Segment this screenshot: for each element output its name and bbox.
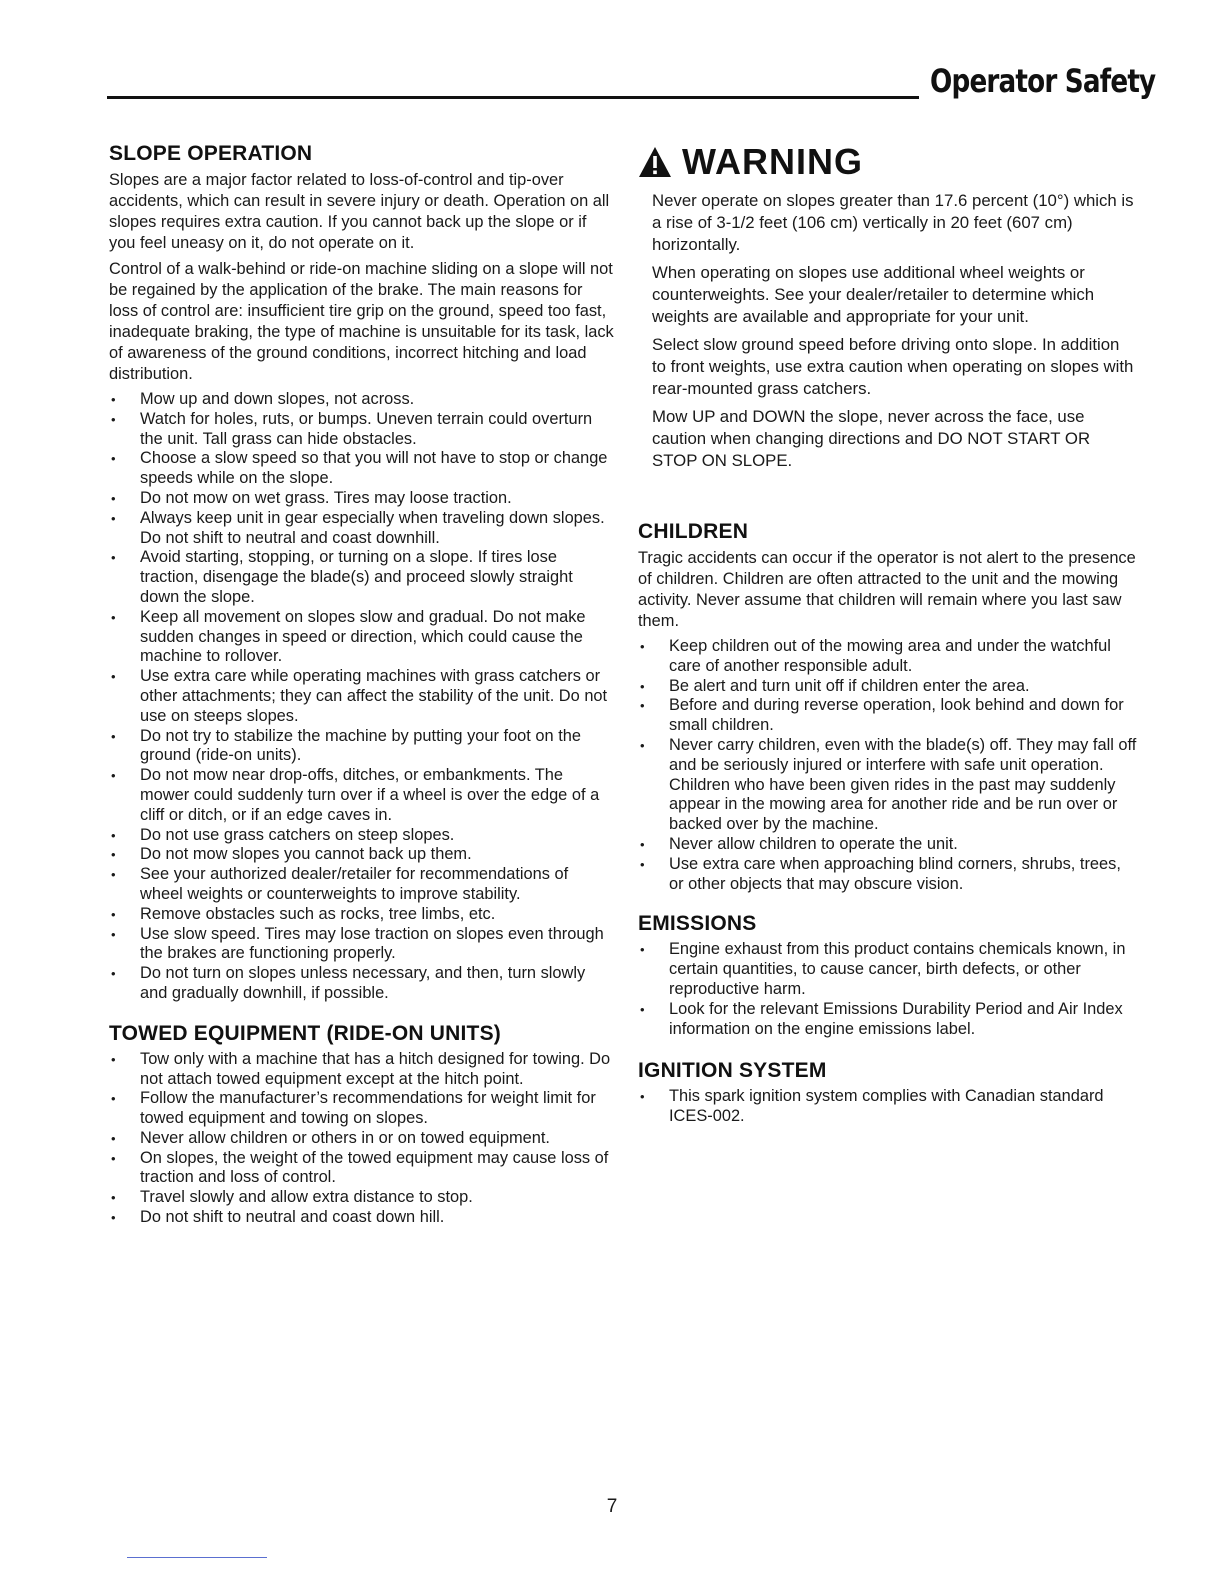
list-item: • Keep children out of the mowing area and under the watchful care of another responsible adult. bbox=[638, 637, 1138, 677]
towed-equipment-section bbox=[109, 1022, 614, 1228]
emissions-bullet-list bbox=[638, 940, 1138, 1039]
list-item: • Never allow children or others in or on towed equipment. bbox=[109, 1129, 614, 1149]
list-item: • Tow only with a machine that has a hitch designed for towing. Do not attach towed equipment except at the hitch point. bbox=[109, 1050, 614, 1090]
list-item: • Follow the manufacturer’s recommendations for weight limit for towed equipment and towing on slopes. bbox=[109, 1089, 614, 1129]
list-item: • Do not try to stabilize the machine by putting your foot on the ground (ride-on units). bbox=[109, 727, 614, 767]
emissions-section bbox=[638, 912, 1138, 1039]
warning-body bbox=[638, 190, 1138, 472]
list-item: • Engine exhaust from this product contains chemicals known, in certain quantities, to cause cancer, birth defects, or other reproductive harm. bbox=[638, 940, 1138, 999]
towed-equipment-heading: TOWED EQUIPMENT (RIDE-ON UNITS) bbox=[109, 1021, 501, 1045]
slope-paragraph-1: Slopes are a major factor related to loss-of-control and tip-over accidents, which can result in severe injury or death. Operation on all slopes requires extra caution. If you cannot back up the slope or if you feel uneasy on it, do not operate on it. bbox=[109, 171, 610, 252]
list-item: • This spark ignition system complies with Canadian standard ICES-002. bbox=[638, 1087, 1138, 1127]
list-item: • On slopes, the weight of the towed equipment may cause loss of traction and loss of control. bbox=[109, 1149, 614, 1189]
children-section bbox=[638, 520, 1138, 894]
list-item: • Use extra care when approaching blind corners, shrubs, trees, or other objects that may obscure vision. bbox=[638, 855, 1138, 895]
left-column bbox=[109, 142, 614, 1228]
list-item: • Always keep unit in gear especially when traveling down slopes. Do not shift to neutral and coast downhill. bbox=[109, 509, 614, 549]
warning-triangle-icon bbox=[638, 146, 672, 178]
slope-operation-heading: SLOPE OPERATION bbox=[109, 142, 313, 165]
children-heading: CHILDREN bbox=[638, 520, 749, 543]
list-item: • See your authorized dealer/retailer for recommendations of wheel weights or counterweights to improve stability. bbox=[109, 865, 614, 905]
list-item: • Remove obstacles such as rocks, tree limbs, etc. bbox=[109, 905, 614, 925]
list-item: • Do not turn on slopes unless necessary, and then, turn slowly and gradually downhill, if possible. bbox=[109, 964, 614, 1004]
list-item: • Use extra care while operating machines with grass catchers or other attachments; they can affect the stability of the unit. Do not use on steeps slopes. bbox=[109, 667, 614, 726]
list-item: • Do not use grass catchers on steep slopes. bbox=[109, 826, 614, 846]
header-rule bbox=[107, 96, 919, 99]
list-item: • Be alert and turn unit off if children enter the area. bbox=[638, 677, 1138, 697]
warning-section bbox=[638, 142, 1138, 472]
ignition-heading: IGNITION SYSTEM bbox=[638, 1059, 827, 1083]
warning-heading: WARNING bbox=[682, 141, 863, 182]
warning-paragraph-1: Never operate on slopes greater than 17.6 percent (10°) which is a rise of 3-1/2 feet (106 cm) vertically in 20 feet (607 cm) horizontally. bbox=[652, 191, 1134, 254]
list-item: • Avoid starting, stopping, or turning on a slope. If tires lose traction, disengage the blade(s) and proceed slowly straight down the slope. bbox=[109, 548, 614, 607]
list-item: • Never allow children to operate the unit. bbox=[638, 835, 1138, 855]
slope-paragraph-2: Control of a walk-behind or ride-on machine sliding on a slope will not be regained by the application of the brake. The main reasons for loss of control are: insufficient tire grip on the ground, speed too fast, inadequate braking, the type of machine is unsuitable for its task, lack of awareness of the ground conditions, incorrect hitching and load distribution. bbox=[109, 260, 614, 383]
page-title: Operator Safety bbox=[930, 62, 1156, 100]
footer-line bbox=[127, 1557, 267, 1558]
page-number: 7 bbox=[606, 1496, 618, 1517]
list-item: • Choose a slow speed so that you will not have to stop or change speeds while on the slope. bbox=[109, 449, 614, 489]
warning-paragraph-3: Select slow ground speed before driving onto slope. In addition to front weights, use extra caution when operating on slopes with rear-mounted grass catchers. bbox=[652, 335, 1134, 398]
slope-bullet-list bbox=[109, 390, 614, 1004]
children-paragraph: Tragic accidents can occur if the operator is not alert to the presence of children. Children are often attracted to the unit and the mowing activity. Never assume that children will remain where you last saw them. bbox=[638, 549, 1136, 630]
list-item: • Do not mow near drop-offs, ditches, or embankments. The mower could suddenly turn over if a wheel is over the edge of a cliff or ditch, or if an edge caves in. bbox=[109, 766, 614, 825]
warning-header bbox=[638, 142, 1138, 182]
list-item: • Do not mow slopes you cannot back up them. bbox=[109, 845, 614, 865]
emissions-heading: EMISSIONS bbox=[638, 912, 757, 936]
list-item: • Keep all movement on slopes slow and gradual. Do not make sudden changes in speed or direction, which could cause the machine to rollover. bbox=[109, 608, 614, 667]
ignition-bullet-list bbox=[638, 1087, 1138, 1127]
warning-paragraph-2: When operating on slopes use additional wheel weights or counterweights. See your dealer/retailer to determine which weights are available and appropriate for your unit. bbox=[652, 263, 1095, 326]
list-item: • Look for the relevant Emissions Durability Period and Air Index information on the engine emissions label. bbox=[638, 1000, 1138, 1040]
list-item: • Travel slowly and allow extra distance to stop. bbox=[109, 1188, 614, 1208]
towed-bullet-list bbox=[109, 1050, 614, 1228]
list-item: • Before and during reverse operation, look behind and down for small children. bbox=[638, 696, 1138, 736]
list-item: • Never carry children, even with the blade(s) off. They may fall off and be seriously injured or interfere with safe unit operation. Children who have been given rides in the past may suddenly appear in the mowing area for another ride and be run over or backed over by the machine. bbox=[638, 736, 1138, 835]
list-item: • Do not shift to neutral and coast down hill. bbox=[109, 1208, 614, 1228]
right-column bbox=[638, 142, 1138, 1127]
slope-operation-section bbox=[109, 142, 614, 1004]
warning-paragraph-4: Mow UP and DOWN the slope, never across the face, use caution when changing directions and DO NOT START OR STOP ON SLOPE. bbox=[652, 407, 1091, 470]
ignition-section bbox=[638, 1059, 1138, 1127]
list-item: • Use slow speed. Tires may lose traction on slopes even through the brakes are functioning properly. bbox=[109, 925, 614, 965]
list-item: • Do not mow on wet grass. Tires may loose traction. bbox=[109, 489, 614, 509]
list-item: • Watch for holes, ruts, or bumps. Uneven terrain could overturn the unit. Tall grass can hide obstacles. bbox=[109, 410, 614, 450]
children-bullet-list bbox=[638, 637, 1138, 894]
list-item: • Mow up and down slopes, not across. bbox=[109, 390, 614, 410]
